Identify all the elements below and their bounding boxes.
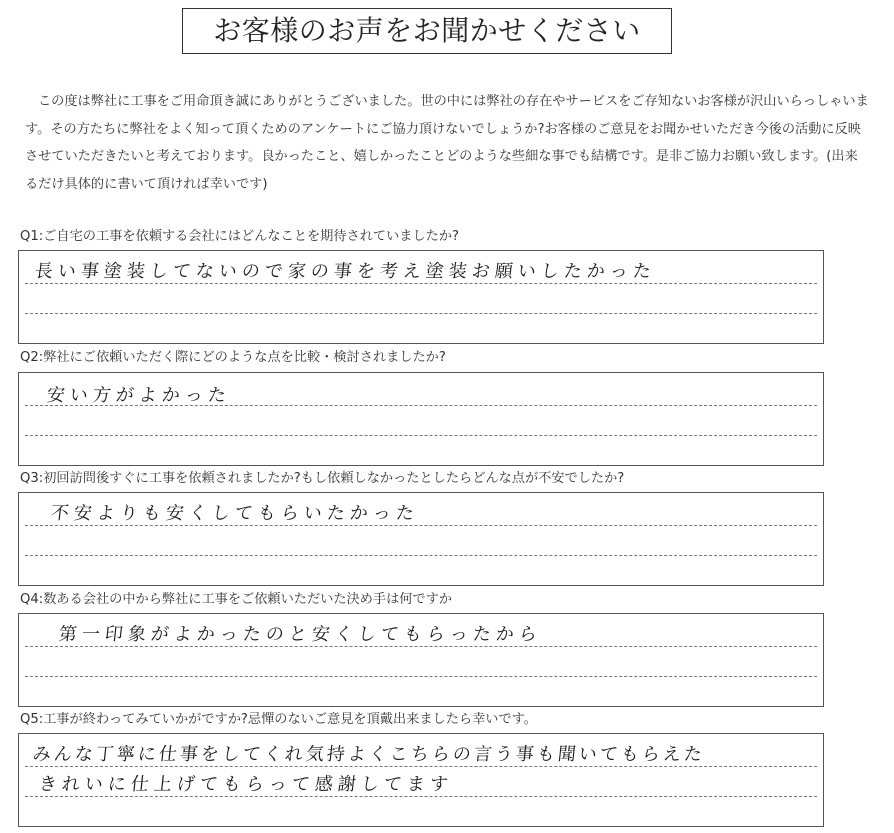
answer-line: [25, 525, 817, 526]
answer-line: [25, 796, 817, 797]
answer-line: [25, 435, 817, 436]
answer-line: [25, 766, 817, 767]
intro-text: この度は弊社に工事をご用命頂き誠にありがとうございました。世の中には弊社の存在やサービスをご存知ないお客様が沢山いらっしゃいます。その方たちに弊社をよく知って頂くためのアンケートにご協力頂けないでしょうか?お客様のご意見をお聞かせいただき今後の活動に反映させていただきたいと考えております。良かったこと、嬉しかったことどのような些細な事でも結構です。是非ご協力お願い致します。(出来るだけ具体的に書いて頂ければ幸いです): [25, 94, 869, 192]
question-3: Q3:初回訪問後すぐに工事を依頼されましたか?もし依頼しなかったとしたらどんな点が不安でしたか?: [20, 471, 625, 486]
answer-box-4[interactable]: [18, 613, 824, 707]
answer-2-line-1: 安い方がよかった: [45, 385, 232, 406]
answer-box-5[interactable]: [18, 733, 824, 827]
page-title: お客様のお声をお聞かせください: [182, 8, 672, 54]
answer-line: [25, 646, 817, 647]
answer-box-3[interactable]: [18, 492, 824, 586]
question-5: Q5:工事が終わってみていかがですか?忌憚のないご意見を頂戴出来ましたら幸いです。: [20, 712, 537, 727]
answer-line: [25, 676, 817, 677]
answer-1-line-1: 長い事塗装してないので家の事を考え塗装お願いしたかった: [33, 261, 657, 282]
question-1: Q1:ご自宅の工事を依頼する会社にはどんなことを期待されていましたか?: [20, 229, 460, 244]
answer-5-line-2: きれいに仕上げてもらって感謝してます: [37, 774, 454, 795]
answer-box-1[interactable]: [18, 250, 824, 344]
answer-box-2[interactable]: [18, 372, 824, 466]
answer-line: [25, 555, 817, 556]
question-2: Q2:弊社にご依頼いただく際にどのような点を比較・検討されましたか?: [20, 350, 446, 365]
answer-3-line-1: 不安よりも安くしてもらいたかった: [49, 503, 420, 524]
question-4: Q4:数ある会社の中から弊社に工事をご依頼いただいた決め手は何ですか: [20, 592, 453, 607]
answer-line: [25, 313, 817, 314]
answer-line: [25, 283, 817, 284]
answer-4-line-1: 第一印象がよかったのと安くしてもらったから: [57, 624, 543, 645]
answer-5-line-1: みんな丁寧に仕事をしてくれ気持よくこちらの言う事も聞いてもらえた: [31, 744, 706, 765]
